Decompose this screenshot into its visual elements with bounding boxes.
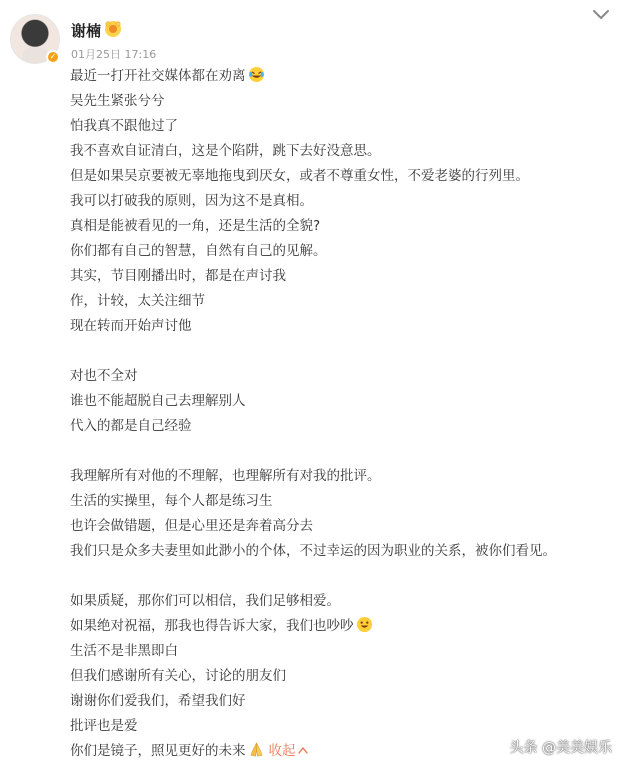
post-line: 真相是能被看见的一角，还是生活的全貌? [70,218,321,234]
post-line: 对也不全对 [70,368,138,384]
post-header [0,0,626,66]
post-line: 谢谢你们爱我们，希望我们好 [70,693,246,709]
post-line: 我不喜欢自证清白，这是个陷阱，跳下去好没意思。 [70,143,381,159]
post-line: 代入的都是自己经验 [70,418,192,434]
post-line: 但我们感谢所有关心，讨论的朋友们 [70,668,286,684]
post-timestamp: 01月25日 17:16 [71,48,157,61]
laughing-crying-emoji-icon [248,66,265,83]
post-line: 如果质疑，那你们可以相信，我们足够相爱。 [70,593,340,609]
sunflower-badge-icon [104,20,122,38]
post-line: 作，计较，太关注细节 [70,293,205,309]
blank-line [70,564,610,589]
post-line: 也许会做错题，但是心里还是奔着高分去 [70,518,313,534]
watermark: 头条 @美美娱乐 [509,740,612,756]
chevron-down-icon[interactable] [592,8,610,22]
post-line: 但是如果吴京要被无辜地拖曳到厌女，或者不尊重女性，不爱老婆的行列里。 [70,168,529,184]
username[interactable]: 谢楠 [71,22,102,40]
post-line: 批评也是爱 [70,718,138,734]
blank-line [70,339,610,364]
post-line: 生活的实操里，每个人都是练习生 [70,493,273,509]
post-line: 生活不是非黑即白 [70,643,178,659]
post-line: 我理解所有对他的不理解，也理解所有对我的批评。 [70,468,381,484]
post-line: 谁也不能超脱自己去理解别人 [70,393,246,409]
post-line: 最近一打开社交媒体都在劝离 [70,64,610,89]
post-body [70,64,610,764]
chevron-up-icon [298,746,308,754]
post-line: 吴先生紧张兮兮 [70,93,165,109]
post-line: 如果绝对祝福，那我也得告诉大家，我们也吵吵 [70,614,610,639]
grinning-emoji-icon [356,616,373,633]
post-line: 现在转而开始声讨他 [70,318,192,334]
blank-line [70,439,610,464]
post-line: 其实，节目刚播出时，都是在声讨我 [70,268,286,284]
verified-badge-icon: ✓ [46,50,60,64]
post-line: 我们只是众多夫妻里如此渺小的个体，不过幸运的因为职业的关系，被你们看见。 [70,543,556,559]
post-line: 我可以打破我的原则，因为这不是真相。 [70,193,313,209]
collapse-link[interactable]: 收起 [269,743,308,759]
post-line: 你们都有自己的智慧，自然有自己的见解。 [70,243,327,259]
post-line: 你们是镜子，照见更好的未来 收起 [70,739,610,764]
post-line: 怕我真不跟他过了 [70,118,178,134]
pray-hands-emoji-icon [248,741,265,758]
